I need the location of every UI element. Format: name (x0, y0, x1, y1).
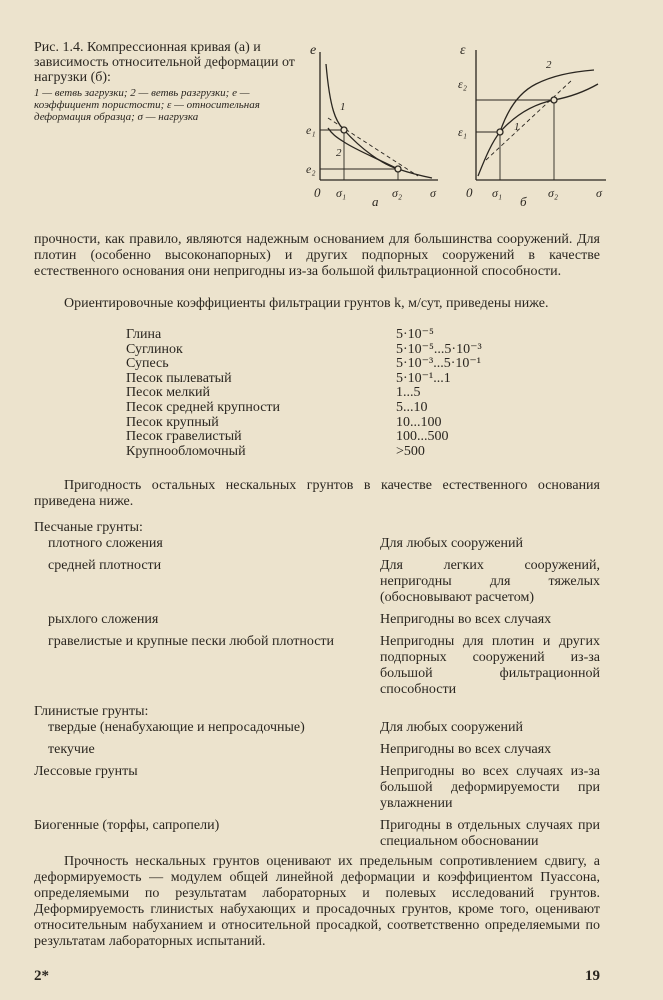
point-2 (395, 166, 401, 172)
table-row (34, 558, 600, 606)
suitability-value: Для легких сооружений, непригодны для тяжелых (обосновывают расчетом) (380, 558, 600, 605)
soil-name: Песок крупный (126, 414, 219, 430)
suitability-value: Непригодны во всех случаях (380, 612, 552, 627)
branch-1-curve (326, 64, 344, 130)
origin-label: 0 (466, 185, 473, 200)
x-axis-label: σ (430, 186, 436, 200)
table-row (34, 704, 600, 720)
suitability-value: Для любых сооружений (380, 536, 523, 551)
panel-a-label: а (372, 194, 379, 209)
secant-line (328, 118, 418, 176)
x-axis-label: σ (596, 186, 602, 200)
suitability-value: Для любых сооружений (380, 720, 523, 735)
secant-line (486, 80, 572, 160)
table-row (34, 634, 600, 698)
point-1 (497, 129, 503, 135)
strain-curve-svg (456, 30, 616, 210)
table-row (34, 742, 600, 758)
sigma2-label: σ₂ (392, 186, 403, 200)
branch-1-tail (344, 130, 432, 178)
suitability-value: Непригодны во всех случаях (380, 742, 552, 757)
e1-label: e₁ (306, 123, 316, 137)
filtration-coefficient: 5·10⁻³...5·10⁻¹ (396, 356, 481, 372)
point-1 (341, 127, 347, 133)
soil-name: Суглинок (126, 341, 183, 357)
soil-type: текучие (48, 742, 95, 757)
suitability-table (34, 520, 600, 850)
panel-b-label: б (520, 194, 527, 209)
table-row (126, 416, 482, 431)
table-row (126, 328, 482, 343)
soil-name: Песок мелкий (126, 385, 211, 401)
eps1-label: ε₁ (458, 125, 467, 139)
paragraph-sand-strength: прочности, как правило, являются надежным основанием для большинства сооружений. Для плотин (особенно высоконапорных) и других подпорных сооружений в качестве естественного основания они непригодны из-за большой фильтрационной способности. (34, 232, 600, 279)
table-row (126, 401, 482, 416)
filtration-table (126, 328, 482, 459)
table-row (126, 343, 482, 358)
soil-name: Песок средней крупности (126, 399, 281, 415)
paragraph-strength-deformability: Прочность нескальных грунтов оценивают их предельным сопротивлением сдвигу, а деформируемость — модулем общей линейной деформации и коэффициентом Пуассона, определяемыми по результатам лабораторных и полевых исследований грунтов. Деформируемость глинистых набухающих и просадочных грунтов, кроме того, оценивают относительным набуханием и относительной просадкой, соответственно определяемыми по результатам лабораторных испытаний. (34, 854, 600, 949)
suitability-value: Непригодны во всех случаях из-за большой деформируемости при увлажнении (380, 764, 600, 811)
soil-name: Глина (126, 327, 162, 342)
table-row (34, 536, 600, 552)
soil-type: рыхлого сложения (48, 612, 159, 627)
soil-name: Крупнообломочный (126, 443, 246, 459)
suitability-value: Пригодны в отдельных случаях при специальном обосновании (380, 818, 600, 849)
figure-caption (34, 40, 312, 123)
curve-2-label: 2 (546, 59, 552, 71)
filtration-coefficient: 5...10 (396, 399, 428, 415)
table-row (34, 520, 600, 536)
soil-name: Песок пылеватый (126, 370, 232, 386)
filtration-coefficient: 5·10⁻⁵...5·10⁻³ (396, 341, 482, 357)
soil-type: гравелистые и крупные пески любой плотности (48, 634, 335, 649)
soil-type: Биогенные (торфы, сапропели) (34, 818, 220, 833)
table-row (126, 357, 482, 372)
filtration-coefficient: 5·10⁻¹...1 (396, 370, 451, 386)
filtration-coefficient: 5·10⁻⁵ (396, 327, 434, 342)
soil-name: Песок гравелистый (126, 429, 242, 445)
table-row (126, 430, 482, 445)
e2-label: e₂ (306, 162, 316, 176)
curve-2-label: 2 (336, 147, 342, 159)
caption-title: Рис. 1.4. Компрессионная кривая (а) и зависимость относительной деформации от нагрузки (б): (34, 40, 295, 85)
eps2-label: ε₂ (458, 77, 467, 91)
soil-type: средней плотности (48, 558, 162, 573)
soil-group-clay: Глинистые грунты: (34, 704, 149, 719)
y-axis-label: ε (460, 43, 466, 58)
sigma1-label: σ₁ (492, 186, 503, 200)
table-row (126, 386, 482, 401)
paragraph-filtration-intro: Ориентировочные коэффициенты фильтрации грунтов k, м/сут, приведены ниже. (64, 296, 549, 311)
signature-mark: 2* (34, 968, 49, 984)
sigma1-label: σ₁ (336, 186, 347, 200)
y-axis-label: e (310, 43, 317, 58)
page-number: 19 (585, 968, 600, 984)
filtration-coefficient: 10...100 (396, 414, 442, 430)
paragraph-suitability-intro: Пригодность остальных нескальных грунтов в качестве естественного основания приведена ниже. (34, 478, 600, 509)
filtration-coefficient: >500 (396, 443, 425, 459)
curve-1-label: 1 (514, 121, 520, 133)
table-row (34, 612, 600, 628)
filtration-coefficient: 1...5 (396, 385, 421, 401)
filtration-coefficient: 100...500 (396, 429, 449, 445)
soil-group-sand: Песчаные грунты: (34, 520, 143, 535)
table-row (126, 445, 482, 460)
caption-legend: 1 — ветвь загрузки; 2 — ветвь разгрузки; e — коэффициент пористости; ε — относительная деформация образца; σ — нагрузка (34, 87, 260, 123)
branch-1-start (478, 132, 500, 176)
point-2 (551, 97, 557, 103)
figure-a (306, 30, 446, 215)
curve-1-label: 1 (340, 101, 346, 113)
table-row (34, 818, 600, 850)
table-row (126, 372, 482, 387)
sigma2-label: σ₂ (548, 186, 559, 200)
figure-b (456, 30, 616, 215)
soil-type: твердые (ненабухающие и непросадочные) (48, 720, 305, 735)
origin-label: 0 (314, 185, 321, 200)
table-row (34, 764, 600, 812)
soil-name: Супесь (126, 356, 169, 372)
table-row (34, 720, 600, 736)
soil-type: плотного сложения (48, 536, 163, 551)
soil-type: Лессовые грунты (34, 764, 138, 779)
compression-curve-svg (306, 30, 446, 210)
suitability-value: Непригодны для плотин и других подпорных сооружений из-за большой фильтрационной способности (380, 634, 600, 697)
